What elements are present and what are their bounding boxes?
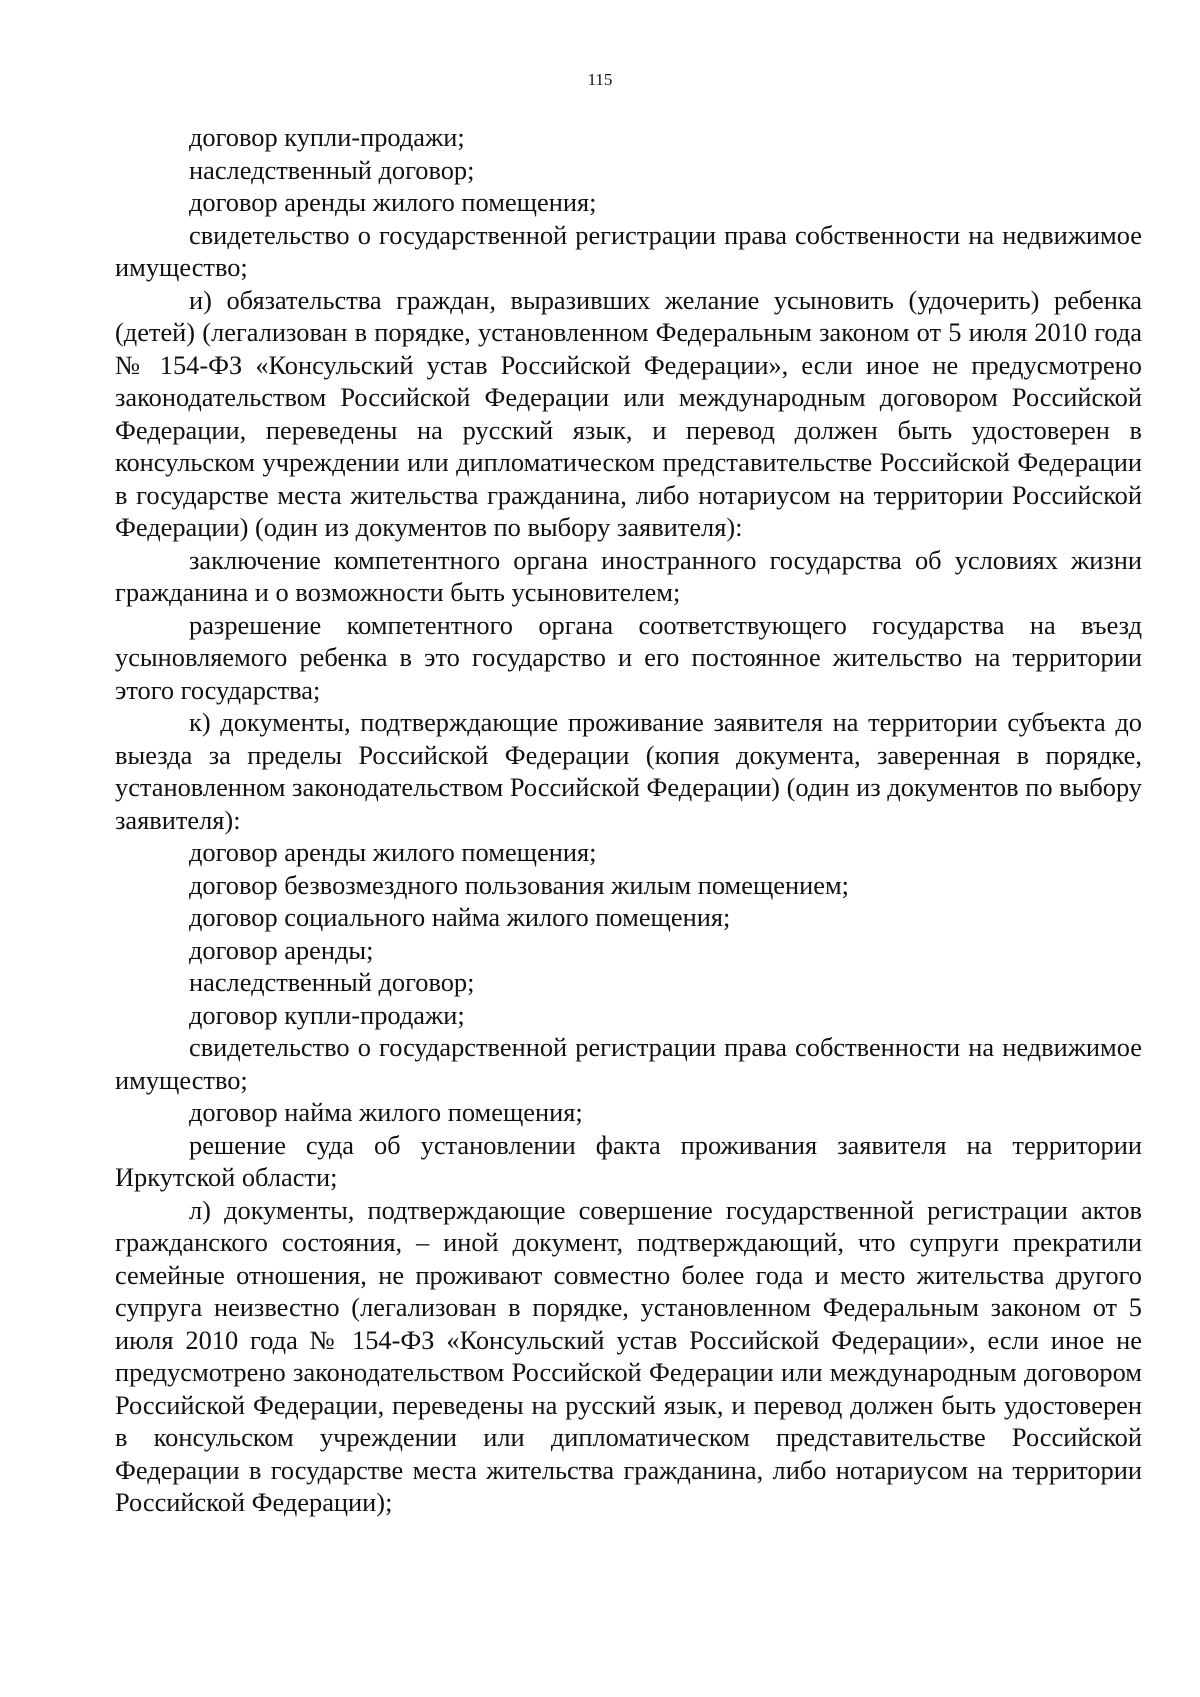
paragraph: наследственный договор; — [189, 154, 475, 185]
paragraph: наследственный договор; — [189, 967, 475, 997]
paragraph: свидетельство о государственной регистрации права собственности на недвижимое имущество; — [115, 219, 1142, 282]
paragraph: договор социального найма жилого помещения; — [189, 902, 731, 932]
paragraph: договор безвозмездного пользования жилым помещением; — [189, 869, 849, 900]
paragraph: договор купли-продажи; — [189, 122, 465, 152]
document-body — [115, 121, 1142, 1519]
paragraph: решение суда об установлении факта проживания заявителя на территории Иркутской области; — [115, 1129, 1142, 1192]
paragraph: договор аренды жилого помещения; — [189, 187, 597, 217]
paragraph-item-l: л) документы, подтверждающие совершение государственной регистрации актов гражданского состояния, – иной документ, подтверждающий, что супруги прекратили семейные отношения, не проживают совместно более года и место жительства другого супруга неизвестно (легализован в порядке, установленном Федеральным законом от 5 июля 2010 года № 154-ФЗ «Консульский устав Российской Федерации», если иное не предусмотрено законодательством Российской Федерации или международным договором Российской Федерации, переведены на русский язык, и перевод должен быть удостоверен в консульском учреждении или дипломатическом представительстве Российской Федерации в государстве места жительства гражданина, либо нотариусом на территории Российской Федерации); — [115, 1194, 1142, 1517]
paragraph: свидетельство о государственной регистрации права собственности на недвижимое имущество; — [115, 1032, 1142, 1095]
paragraph: разрешение компетентного органа соответствующего государства на въезд усыновляемого ребенка в это государство и его постоянное жительство на территории этого государства; — [115, 609, 1142, 705]
page-number: 115 — [587, 70, 613, 89]
paragraph: договор аренды жилого помещения; — [189, 837, 597, 867]
paragraph-item-i: и) обязательства граждан, выразивших желание усыновить (удочерить) ребенка (детей) (легализован в порядке, установленном Федеральным законом от 5 июля 2010 года № 154-ФЗ «Консульский устав Российской Федерации», если иное не предусмотрено законодательством Российской Федерации или международным договором Российской Федерации, переведены на русский язык, и перевод должен быть удостоверен в консульском учреждении или дипломатическом представительстве Российской Федерации в государстве места жительства гражданина, либо нотариусом на территории Российской Федерации) (один из документов по выбору заявителя): — [115, 284, 1142, 542]
paragraph: заключение компетентного органа иностранного государства об условиях жизни гражданина и о возможности быть усыновителем; — [115, 544, 1142, 607]
paragraph-item-k: к) документы, подтверждающие проживание заявителя на территории субъекта до выезда за пределы Российской Федерации (копия документа, заверенная в порядке, установленном законодательством Российской Федерации) (один из документов по выбору заявителя): — [115, 707, 1142, 835]
paragraph: договор аренды; — [189, 934, 374, 965]
paragraph: договор найма жилого помещения; — [189, 1097, 583, 1127]
paragraph: договор купли-продажи; — [189, 999, 465, 1030]
